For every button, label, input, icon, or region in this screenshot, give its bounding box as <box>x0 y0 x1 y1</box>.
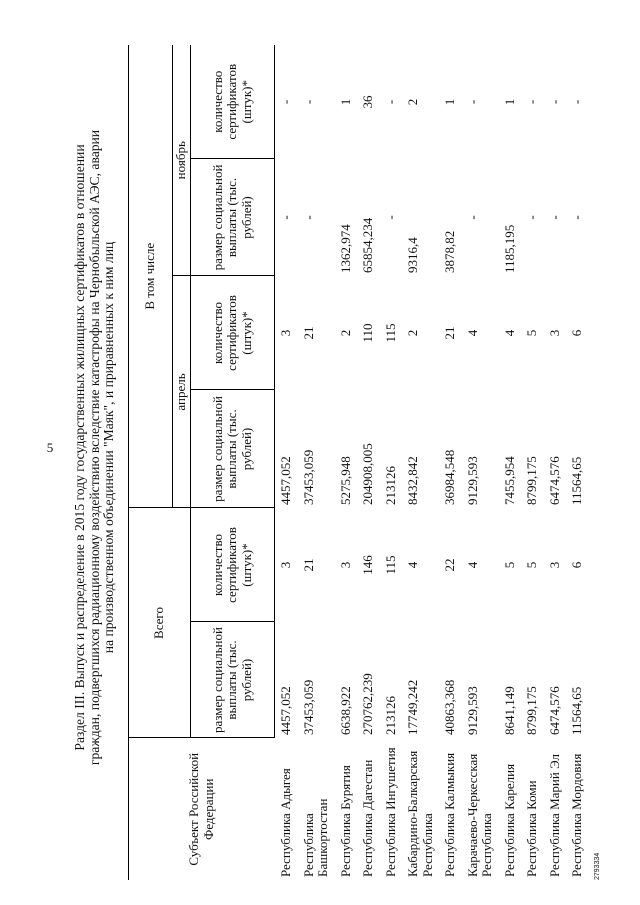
heading-line-2: граждан, подвергшихся радиационному воздействию вследствие катастрофы на Чернобыльской АЭС, аварии <box>86 129 102 766</box>
april-count-cell: 3 <box>278 329 293 337</box>
table-row <box>380 45 403 880</box>
april-count-cell: 115 <box>382 323 398 343</box>
region-cell: Республика Коми <box>524 780 539 877</box>
november-payment-cell: 1185,195 <box>501 224 517 273</box>
november-count-cell: - <box>569 99 584 105</box>
certificates-table-container <box>128 45 628 880</box>
april-payment-cell: 5275,948 <box>337 456 353 505</box>
table-row <box>521 45 544 880</box>
april-payment-cell: 8432,842 <box>405 456 420 505</box>
april-count-cell: 21 <box>300 326 316 340</box>
november-count-cell: - <box>546 99 562 105</box>
november-count-cell: 1 <box>501 98 517 106</box>
april-payment-cell: 7455,954 <box>501 456 517 505</box>
total-count-cell: 4 <box>405 561 420 569</box>
header-subject: Субъект Российской Федерации <box>129 738 275 880</box>
header-april-count: количество сертификатов (штук)* <box>191 276 275 390</box>
total-count-cell: 115 <box>382 555 398 575</box>
april-count-cell: 4 <box>501 329 517 337</box>
header-including: В том числе <box>129 45 173 508</box>
november-payment-cell: 1362,974 <box>337 224 353 273</box>
header-total-count: количество сертификатов (штук)* <box>191 508 275 622</box>
april-payment-cell: 4457,052 <box>278 456 293 505</box>
table-row <box>439 45 462 880</box>
table-row <box>544 45 567 880</box>
table-row <box>566 45 589 880</box>
november-payment-cell: - <box>382 215 398 220</box>
total-count-cell: 3 <box>337 561 353 569</box>
region-cell: Республика Ингушетия <box>382 747 398 877</box>
november-count-cell: 2 <box>405 98 420 106</box>
region-cell: Республика Башкортостан <box>300 798 330 877</box>
april-payment-cell: 11564,65 <box>569 456 584 505</box>
header-total: Всего <box>129 508 191 738</box>
april-count-cell: 21 <box>442 326 457 340</box>
heading-line-3: на производственном объединении "Маяк", и приравненных к ним лиц <box>101 241 116 654</box>
document-code: 2793334 <box>594 852 601 880</box>
total-payment-cell: 37453,059 <box>300 679 316 735</box>
header-total-payment: размер социальной выплаты (тыс. рублей) <box>191 622 275 738</box>
total-count-cell: 3 <box>546 561 562 569</box>
april-payment-cell: 213126 <box>382 465 398 505</box>
table-row <box>462 45 499 880</box>
november-payment-cell: - <box>524 215 539 220</box>
april-count-cell: 2 <box>405 329 420 337</box>
november-payment-cell: 9316,4 <box>405 237 420 273</box>
region-cell: Республика Дагестан <box>360 759 375 877</box>
november-payment-cell: 65854,234 <box>360 217 375 273</box>
header-april: апрель <box>173 276 191 508</box>
total-count-cell: 21 <box>300 558 316 572</box>
total-payment-cell: 17749,242 <box>405 679 420 735</box>
april-count-cell: 6 <box>569 329 584 337</box>
region-cell: Кабардино-Балкарская Республика <box>405 750 435 877</box>
november-payment-cell: - <box>569 215 584 220</box>
region-cell: Республика Карелия <box>501 763 517 877</box>
total-payment-cell: 270762,239 <box>360 673 375 735</box>
table-row <box>275 45 298 880</box>
november-count-cell: - <box>382 99 398 105</box>
november-count-cell: - <box>278 99 293 105</box>
november-count-cell: - <box>300 99 316 105</box>
total-payment-cell: 8641,149 <box>501 686 517 735</box>
total-count-cell: 5 <box>501 561 517 569</box>
november-payment-cell: - <box>300 215 316 220</box>
page-number: 5 <box>46 440 54 455</box>
november-count-cell: - <box>524 99 539 105</box>
table-row <box>402 45 439 880</box>
november-payment-cell: - <box>278 215 293 220</box>
november-count-cell: - <box>464 99 480 105</box>
november-payment-cell: - <box>464 215 480 220</box>
april-payment-cell: 204908,005 <box>360 443 375 505</box>
total-count-cell: 22 <box>442 558 457 572</box>
region-cell: Республика Калмыкия <box>442 752 457 877</box>
april-payment-cell: 36984,548 <box>442 449 457 505</box>
header-november-payment: размер социальной выплаты (тыс. рублей) <box>191 159 275 276</box>
region-cell: Республика Мордовия <box>569 753 584 877</box>
total-count-cell: 4 <box>464 561 480 569</box>
total-payment-cell: 6474,576 <box>546 686 562 735</box>
april-count-cell: 3 <box>546 329 562 337</box>
november-count-cell: 1 <box>337 98 353 106</box>
region-cell: Республика Бурятия <box>337 765 353 877</box>
april-payment-cell: 9129,593 <box>464 456 480 505</box>
total-payment-cell: 40863,368 <box>442 679 457 735</box>
table-row <box>357 45 380 880</box>
november-count-cell: 1 <box>442 98 457 106</box>
april-count-cell: 5 <box>524 329 539 337</box>
total-payment-cell: 4457,052 <box>278 686 293 735</box>
november-count-cell: 36 <box>360 95 375 109</box>
total-payment-cell: 213126 <box>382 696 398 735</box>
april-count-cell: 110 <box>360 323 375 343</box>
table-row <box>298 45 335 880</box>
total-count-cell: 3 <box>278 561 293 569</box>
heading-line-1: Раздел III. Выпуск и распределение в 2015 году государственных жилищных сертификатов в отношении <box>72 144 87 751</box>
total-payment-cell: 6638,922 <box>337 686 353 735</box>
table-row <box>335 45 358 880</box>
certificates-table <box>128 45 589 880</box>
total-payment-cell: 8799,175 <box>524 686 539 735</box>
region-cell: Карачаево-Черкесская Республика <box>464 753 494 877</box>
header-november: ноябрь <box>173 45 191 276</box>
region-cell: Республика Адыгея <box>277 768 293 877</box>
header-november-count: количество сертификатов (штук)* <box>191 45 275 159</box>
april-count-cell: 2 <box>337 329 353 337</box>
total-count-cell: 6 <box>569 561 584 569</box>
header-april-payment: размер социальной выплаты (тыс. рублей) <box>191 390 275 508</box>
total-count-cell: 5 <box>524 561 539 569</box>
april-payment-cell: 6474,576 <box>546 456 562 505</box>
april-payment-cell: 8799,175 <box>524 456 539 505</box>
total-payment-cell: 11564,65 <box>569 686 584 735</box>
april-count-cell: 4 <box>464 329 480 337</box>
total-payment-cell: 9129,593 <box>464 686 480 735</box>
table-row <box>499 45 522 880</box>
total-count-cell: 146 <box>360 555 375 575</box>
november-payment-cell: 3878,82 <box>442 230 457 273</box>
region-cell: Республика Марий Эл <box>546 754 562 877</box>
november-payment-cell: - <box>546 215 562 220</box>
april-payment-cell: 37453,059 <box>300 449 316 505</box>
